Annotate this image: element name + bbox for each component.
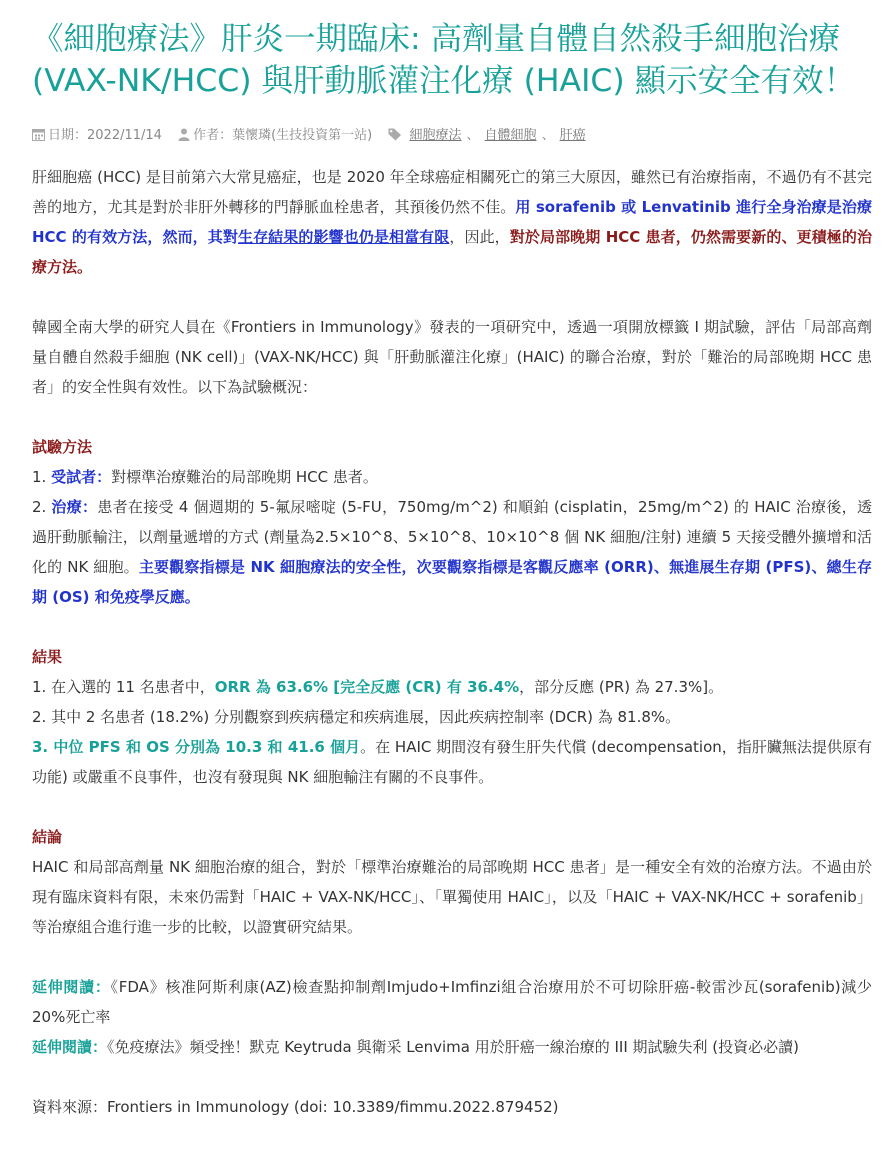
intro-text-2: ，因此， (449, 228, 510, 246)
calendar-icon (32, 128, 45, 148)
user-icon (178, 128, 190, 148)
tag-separator: 、 (466, 128, 480, 143)
intro-conclusion: 對於局部晚期 HCC 患者，仍然需要新的、更積極的治療方法。 (32, 228, 872, 276)
methods-heading: 試驗方法 (32, 438, 93, 456)
further-reading-label: 延伸閱讀： (32, 1038, 108, 1056)
list-highlight: ORR 為 63.6% [完全反應 (CR) 有 36.4% (214, 678, 520, 696)
article-meta (32, 126, 872, 146)
tag-link[interactable]: 細胞療法 (409, 128, 462, 143)
tag-link[interactable]: 肝癌 (559, 128, 586, 143)
conclusion-heading: 結論 (32, 828, 63, 846)
intro-highlight: 用 sorafenib 或 Lenvatinib 進行全身治療是治療 HCC 的有效方法，然而，其對 (32, 198, 872, 246)
list-label: 受試者： (51, 468, 112, 486)
further-reading-1 (32, 972, 872, 1032)
list-text: ，部分反應 (PR) 為 27.3%]。 (519, 678, 724, 696)
methods-item-1 (32, 462, 872, 492)
list-highlight: 主要觀察指標是 NK 細胞療法的安全性，次要觀察指標是客觀反應率 (ORR)、無進展生存期 (PFS)、總生存期 (OS) 和免疫學反應。 (32, 558, 872, 606)
conclusion-paragraph: HAIC 和局部高劑量 NK 細胞治療的組合，對於「標準治療難治的局部晚期 HCC 患者」是一種安全有效的治療方法。不過由於現有臨床資料有限，未來仍需對「HAIC + VAX-NK/HCC」、「單獨使用 HAIC」，以及「HAIC + VAX-NK/HCC + sorafenib」等治療組合進行進一步的比較，以證實研究結果。 (32, 858, 872, 936)
results-heading: 結果 (32, 648, 63, 666)
tag-link[interactable]: 自體細胞 (484, 128, 537, 143)
tags (388, 128, 585, 143)
further-reading-2 (32, 1032, 872, 1062)
list-label: 治療： (51, 498, 98, 516)
list-text: 。在 HAIC 期間沒有發生肝失代償 (decompensation，指肝臟無法提供原有功能) 或嚴重不良事件，也沒有發現與 NK 細胞輸注有關的不良事件。 (32, 738, 872, 786)
intro-paragraph (32, 162, 872, 282)
date-text: 日期：2022/11/14 (48, 128, 162, 143)
article-title: 《細胞療法》肝炎一期臨床: 高劑量自體自然殺手細胞治療(VAX-NK/HCC) 與肝動脈灌注化療 (HAIC) 顯示安全有效！ (32, 21, 856, 99)
further-reading-link[interactable]: 《免疫療法》頻受挫！默克 Keytruda 與衛采 Lenvima 用於肝癌一線治療的 III 期試驗失利 (投資必必讀) (107, 1038, 800, 1056)
list-num: 2. (32, 498, 52, 516)
tag-icon (388, 128, 402, 148)
list-text: 對標準治療難治的局部晚期 HCC 患者。 (111, 468, 378, 486)
list-text: 患者在接受 4 個週期的 5-氟尿嘧啶 (5-FU，750mg/m^2) 和順鉑 (cisplatin，25mg/m^2) 的 HAIC 治療後，透過肝動脈輸注，以劑量遞增的方式 (劑量為2.5×10^8、5×10^8、10×10^8 個 NK 細胞/注射) 連續 5 天接受體外擴增和活化的 NK 細胞。 (32, 498, 872, 576)
list-highlight: 3. 中位 PFS 和 OS 分別為 10.3 和 41.6 個月 (32, 738, 361, 756)
intro-underline: 生存結果的影響也仍是相當有限 (237, 228, 450, 246)
list-num: 1. (32, 468, 52, 486)
background-paragraph: 韓國全南大學的研究人員在《Frontiers in Immunology》發表的一項研究中，透過一項開放標籤 I 期試驗，評估「局部高劑量自體自然殺手細胞 (NK cell)」(VAX-NK/HCC) 與「肝動脈灌注化療」(HAIC) 的聯合治療，對於「難治的局部晚期 HCC 患者」的安全性與有效性。以下為試驗概況： (32, 318, 872, 396)
further-reading-link[interactable]: 《FDA》核准阿斯利康(AZ)檢查點抑制劑Imjudo+Imfinzi組合治療用於不可切除肝癌-較雷沙瓦(sorafenib)減少20%死亡率 (32, 978, 872, 1026)
results-item-2: 2. 其中 2 名患者 (18.2%) 分別觀察到疾病穩定和疾病進展，因此疾病控制率 (DCR) 為 81.8%。 (32, 708, 681, 726)
tag-separator: 、 (541, 128, 555, 143)
date-info (32, 128, 166, 143)
source-line: 資料來源：Frontiers in Immunology (doi: 10.3389/fimmu.2022.879452) (32, 1098, 559, 1116)
results-item-3 (32, 732, 872, 792)
further-reading-label: 延伸閱讀： (32, 978, 111, 996)
author-info (178, 128, 376, 143)
intro-text: 肝細胞癌 (HCC) 是目前第六大常見癌症，也是 2020 年全球癌症相關死亡的第三大原因，雖然已有治療指南，不過仍有不甚完善的地方，尤其是對於非肝外轉移的門靜脈血栓患者，其預後仍然不佳。 (32, 168, 872, 216)
list-text: 1. 在入選的 11 名患者中， (32, 678, 215, 696)
results-item-1 (32, 672, 872, 702)
methods-item-2 (32, 492, 872, 612)
author-text: 作者：葉懷璘(生技投資第一站) (193, 128, 373, 143)
